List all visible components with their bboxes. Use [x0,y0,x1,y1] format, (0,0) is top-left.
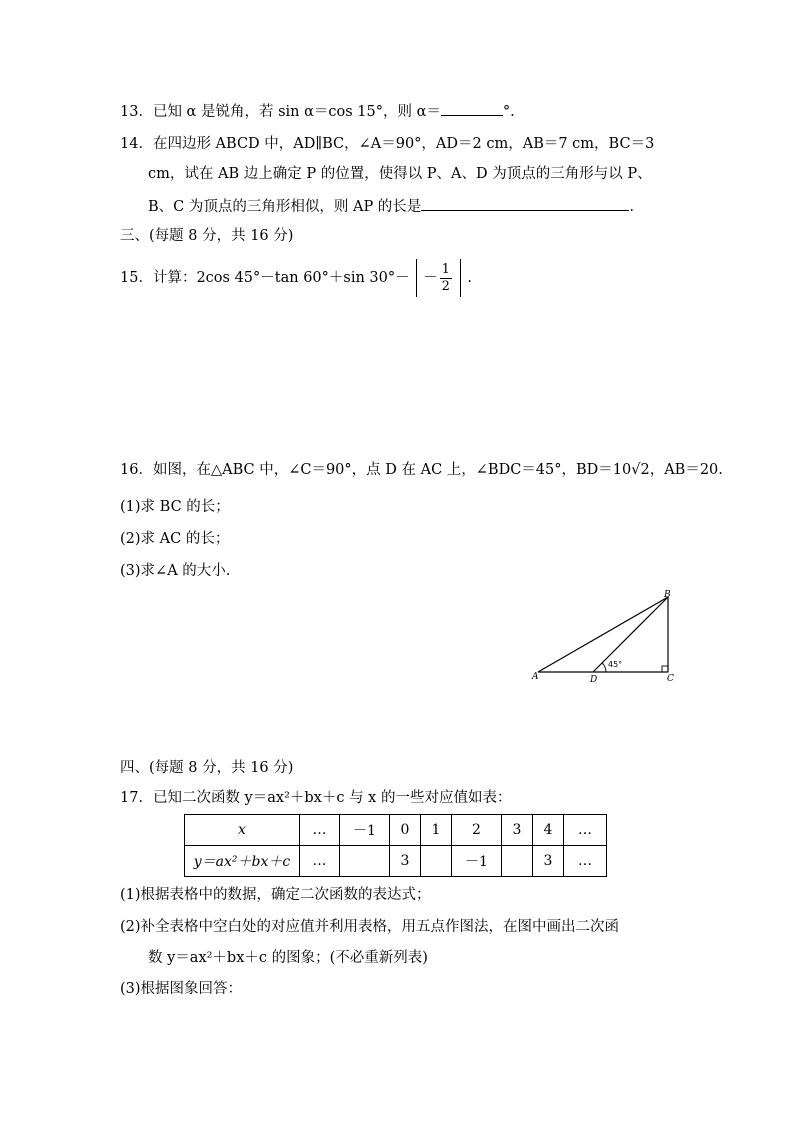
answer-blank[interactable] [421,196,629,211]
triangle-figure [528,584,688,686]
question-end: . [629,199,634,215]
table-cell[interactable] [340,846,390,877]
question-text: B、C 为顶点的三角形相似，则 AP 的长是 [148,199,422,215]
question-text: 在四边形 ABCD 中，AD∥BC，∠A＝90°，AD＝2 cm，AB＝7 cm，BC＝3 [152,136,655,152]
question-number: 15． [120,270,153,286]
vertex-label-b: B [664,590,671,600]
table-cell: … [564,815,607,846]
question-17 [120,788,511,808]
table-cell: －1 [452,846,502,877]
table-cell[interactable] [502,846,533,877]
segment-ab [538,597,668,672]
table-cell: －1 [340,815,390,846]
question-16-part-3: (3)求∠A 的大小. [120,563,231,579]
table-cell: … [300,846,340,877]
table-cell: 3 [390,846,421,877]
vertex-label-a: A [532,672,539,682]
question-text: 已知二次函数 y＝ax²＋bx＋c 与 x 的一些对应值如表： [152,790,512,806]
question-text: 计算：2cos 45°－tan 60°＋sin 30°－ [152,270,410,286]
table-cell: 2 [452,815,502,846]
question-number: 16． [120,462,153,478]
table-row [185,846,607,877]
question-14-line-3 [148,196,634,217]
table-header-x: x [185,815,300,846]
fraction-numerator: 1 [441,261,450,277]
table-cell: 0 [390,815,421,846]
table-row [185,815,607,846]
value-table [184,814,607,877]
sqrt-two: √2 [631,462,650,478]
minus-sign: － [423,270,438,286]
table-cell: 3 [502,815,533,846]
table-cell[interactable] [421,846,452,877]
question-13 [120,101,515,122]
table-cell: 4 [533,815,564,846]
vertex-label-c: C [667,674,674,684]
question-17-part-2b: 数 y＝ax²＋bx＋c 的图象；(不必重新列表) [148,950,428,966]
vertex-label-d: D [590,675,598,685]
table-header-y: y＝ax²＋bx＋c [185,846,300,877]
table-cell: … [564,846,607,877]
question-number: 17． [120,790,153,806]
question-16-part-1: (1)求 BC 的长； [120,499,230,515]
section-4-heading: 四、(每题 8 分，共 16 分) [120,760,294,776]
question-15 [120,258,472,298]
question-14-line-2 [148,164,652,184]
question-16 [120,460,723,480]
question-end: . [467,270,473,286]
question-number: 14． [120,136,153,152]
angle-arc [602,663,606,672]
question-text: 如图，在△ABC 中，∠C＝90°，点 D 在 AC 上，∠BDC＝45°，BD＝10 [152,462,632,478]
question-17-part-2a: (2)补全表格中空白处的对应值并利用表格，用五点作图法，在图中画出二次函 [120,919,620,935]
question-text: 已知 α 是锐角，若 sin α＝cos 15°，则 α＝ [152,104,441,120]
question-end: °. [502,104,515,120]
right-angle-mark [662,666,668,672]
angle-label: 45° [608,660,623,669]
question-text-tail: ，AB＝20. [649,462,723,478]
answer-blank[interactable] [441,101,503,116]
question-number: 13． [120,104,153,120]
question-14-line-1 [120,134,654,154]
section-3-heading: 三、(每题 8 分，共 16 分) [120,228,294,244]
question-16-part-2: (2)求 AC 的长； [120,531,230,547]
fraction-denominator: 2 [441,278,450,294]
table-cell: 3 [533,846,564,877]
table-cell: … [300,815,340,846]
fraction [440,262,452,295]
abs-bar-left [416,259,418,297]
question-17-part-1: (1)根据表格中的数据，确定二次函数的表达式； [120,887,431,903]
table-cell: 1 [421,815,452,846]
question-17-part-3: (3)根据图象回答： [120,981,243,997]
question-text: cm，试在 AB 边上确定 P 的位置，使得以 P、A、D 为顶点的三角形与以 P、 [148,166,652,182]
abs-bar-right [460,259,462,297]
segment-bd [593,597,668,672]
